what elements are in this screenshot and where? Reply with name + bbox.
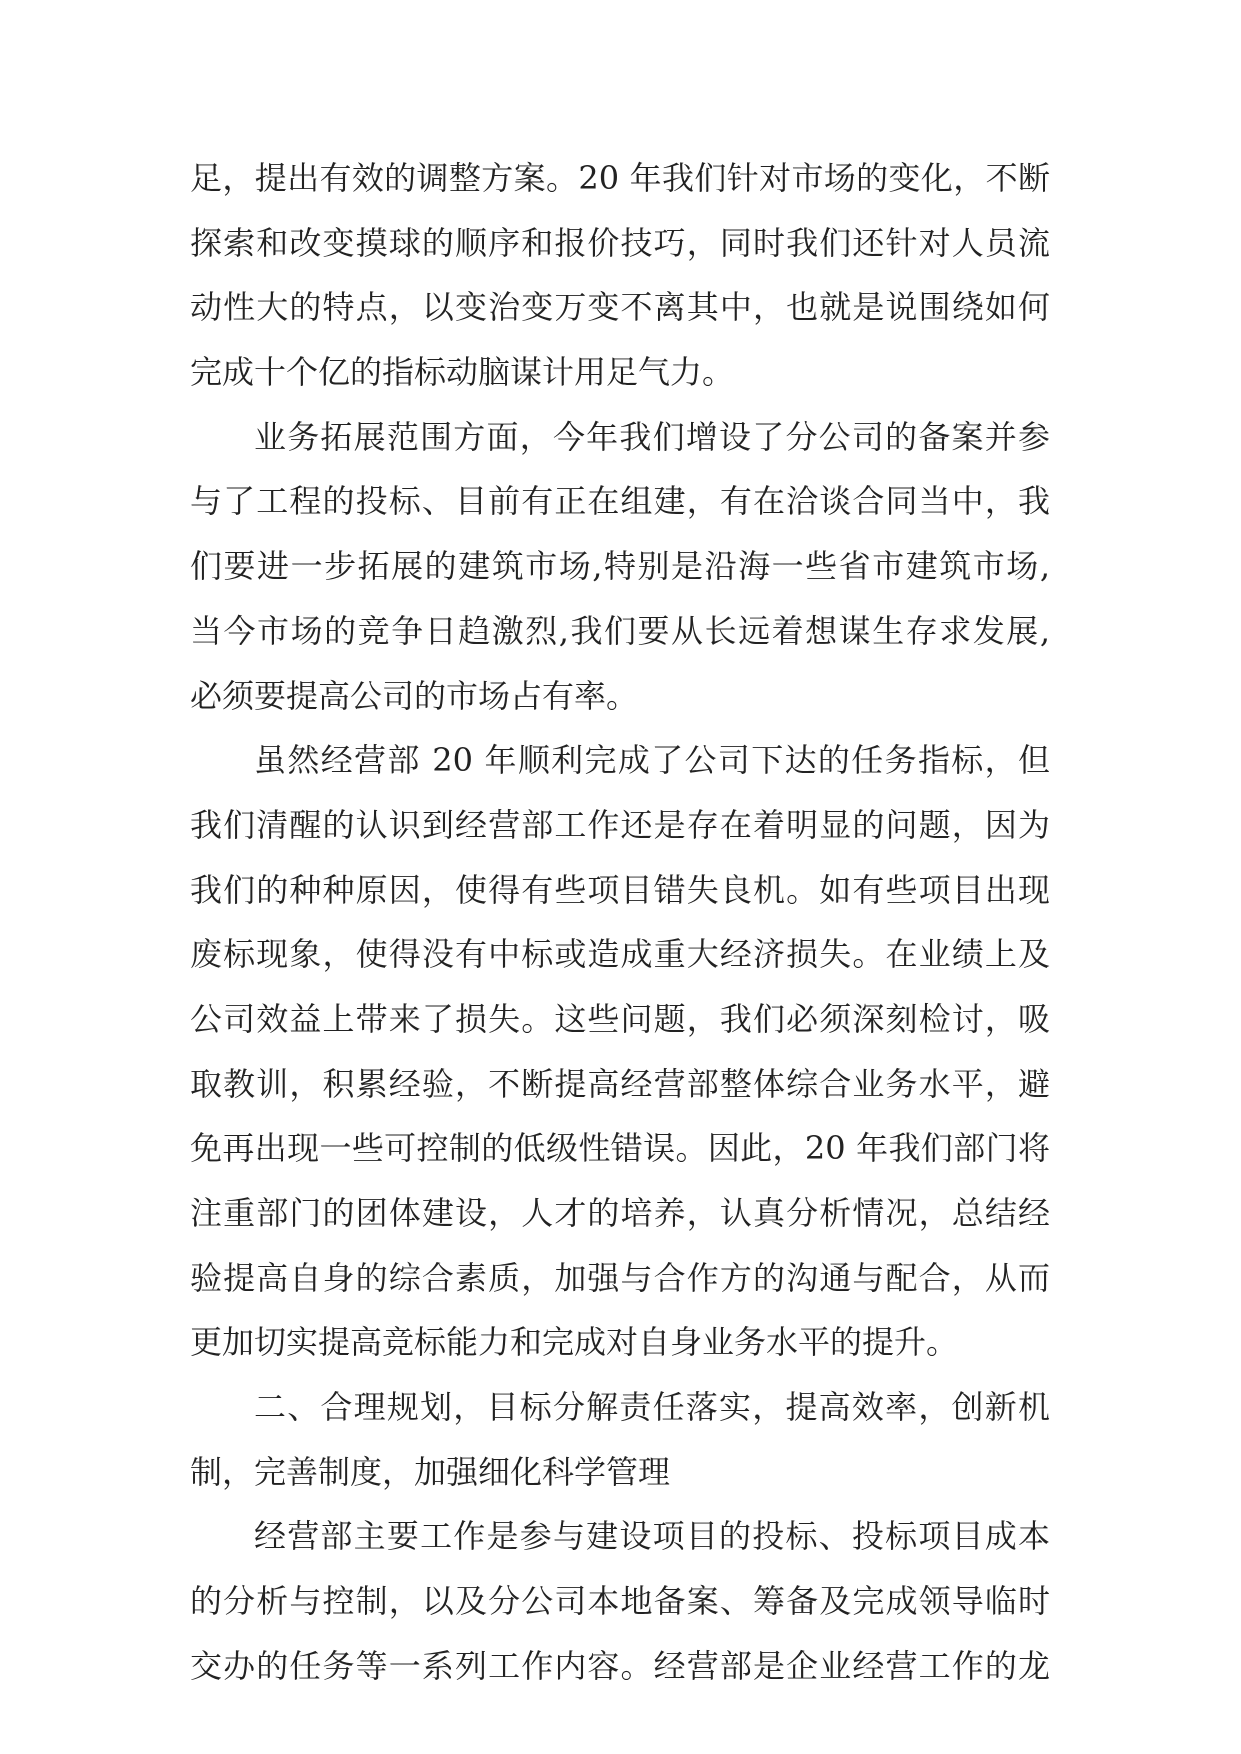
section-heading-line: 二、合理规划，目标分解责任落实，提高效率，创新机 [254, 1388, 1050, 1427]
text-line: 废标现象，使得没有中标或造成重大经济损失。在业绩上及 [190, 935, 1050, 974]
paragraph-first-line: 业务拓展范围方面，今年我们增设了分公司的备案并参 [254, 417, 1050, 456]
text-line: 探索和改变摸球的顺序和报价技巧，同时我们还针对人员流 [190, 223, 1050, 262]
text-line: 验提高自身的综合素质，加强与合作方的沟通与配合，从而 [190, 1258, 1050, 1297]
text-line: 的分析与控制，以及分公司本地备案、筹备及完成领导临时 [190, 1582, 1050, 1621]
text-line: 们要进一步拓展的建筑市场,特别是沿海一些省市建筑市场, [190, 547, 1050, 586]
text-line: 与了工程的投标、目前有正在组建，有在洽谈合同当中，我 [190, 482, 1050, 521]
text-line: 取教训，积累经验，不断提高经营部整体综合业务水平，避 [190, 1064, 1050, 1103]
paragraph-first-line: 经营部主要工作是参与建设项目的投标、投标项目成本 [254, 1517, 1050, 1556]
section-heading-line: 制，完善制度，加强细化科学管理 [190, 1452, 671, 1491]
text-line: 当今市场的竞争日趋激烈,我们要从长远着想谋生存求发展, [190, 611, 1050, 650]
text-line: 必须要提高公司的市场占有率。 [190, 676, 639, 715]
text-line: 交办的任务等一系列工作内容。经营部是企业经营工作的龙 [190, 1646, 1050, 1685]
text-line: 注重部门的团体建设，人才的培养，认真分析情况，总结经 [190, 1194, 1050, 1232]
text-line: 足，提出有效的调整方案。20 年我们针对市场的变化，不断 [190, 159, 1050, 197]
text-line: 我们清醒的认识到经营部工作还是存在着明显的问题，因为 [190, 805, 1050, 844]
text-line: 我们的种种原因，使得有些项目错失良机。如有些项目出现 [190, 870, 1050, 909]
document-body [190, 146, 1050, 1699]
paragraph-first-line: 虽然经营部 20 年顺利完成了公司下达的任务指标，但 [254, 741, 1050, 780]
text-line: 更加切实提高竞标能力和完成对自身业务水平的提升。 [190, 1323, 959, 1362]
text-line: 公司效益上带来了损失。这些问题，我们必须深刻检讨，吸 [190, 999, 1050, 1038]
text-line: 动性大的特点，以变治变万变不离其中，也就是说围绕如何 [190, 288, 1050, 327]
text-line: 免再出现一些可控制的低级性错误。因此，20 年我们部门将 [190, 1129, 1050, 1168]
text-line: 完成十个亿的指标动脑谋计用足气力。 [190, 353, 735, 392]
